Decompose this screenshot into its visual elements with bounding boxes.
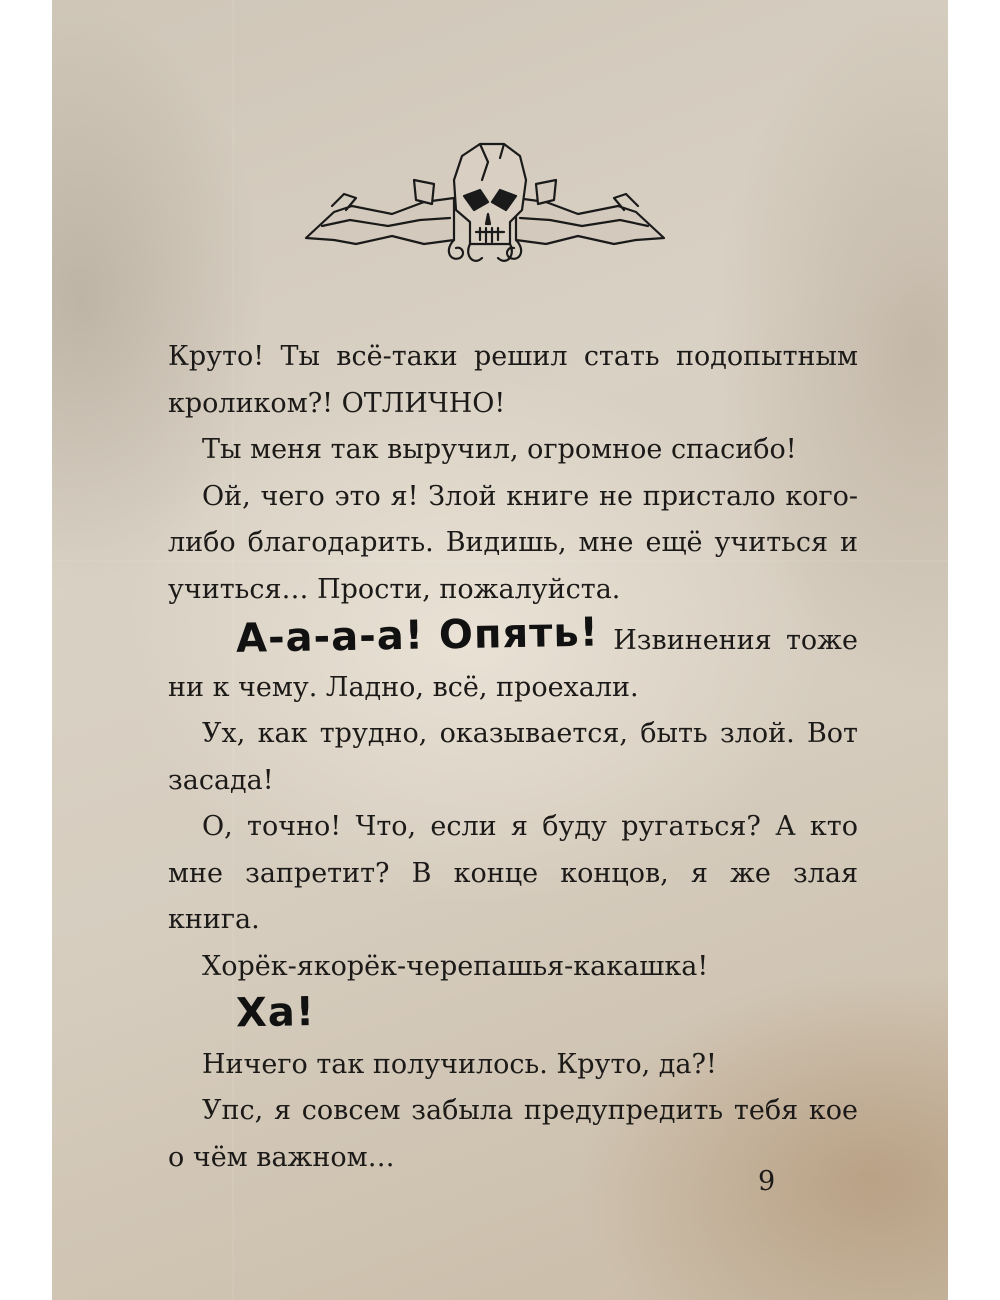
paragraph: Ничего так получилось. Круто, да?! (202, 1048, 717, 1080)
paragraph: Круто! Ты всё-таки решил стать подопытным кроликом?! ОТЛИЧНО! (168, 341, 858, 419)
skull-banner-icon (304, 140, 666, 270)
paragraph-with-shout (168, 609, 858, 711)
shout-text: Ха! (235, 989, 316, 1037)
paragraph: Хорёк-якорёк-черепашья-какашка! (202, 950, 709, 982)
book-page (52, 0, 948, 1300)
paragraph: Ой, чего это я! Злой книге не пристало кого-либо благодарить. Видишь, мне ещё учиться и учиться… Прости, пожалуйста. (168, 480, 858, 605)
paragraph-shout (168, 990, 858, 1042)
story-text (168, 334, 858, 1181)
paragraph: Ух, как трудно, оказывается, быть злой. Вот засада! (168, 718, 858, 796)
shout-text: А-а-а-а! Опять! (235, 609, 600, 662)
paragraph: Ты меня так выручил, огромное спасибо! (202, 434, 797, 465)
page-number: 9 (758, 1166, 776, 1197)
paragraph: Упс, я совсем забыла предупредить тебя кое о чём важном… (168, 1095, 858, 1173)
paragraph: О, точно! Что, если я буду ругаться? А кто мне запретит? В конце концов, я же злая книга. (168, 811, 858, 935)
paragraph-text: Извинения тоже ни к чему. Ладно, всё, проехали. (168, 625, 858, 703)
